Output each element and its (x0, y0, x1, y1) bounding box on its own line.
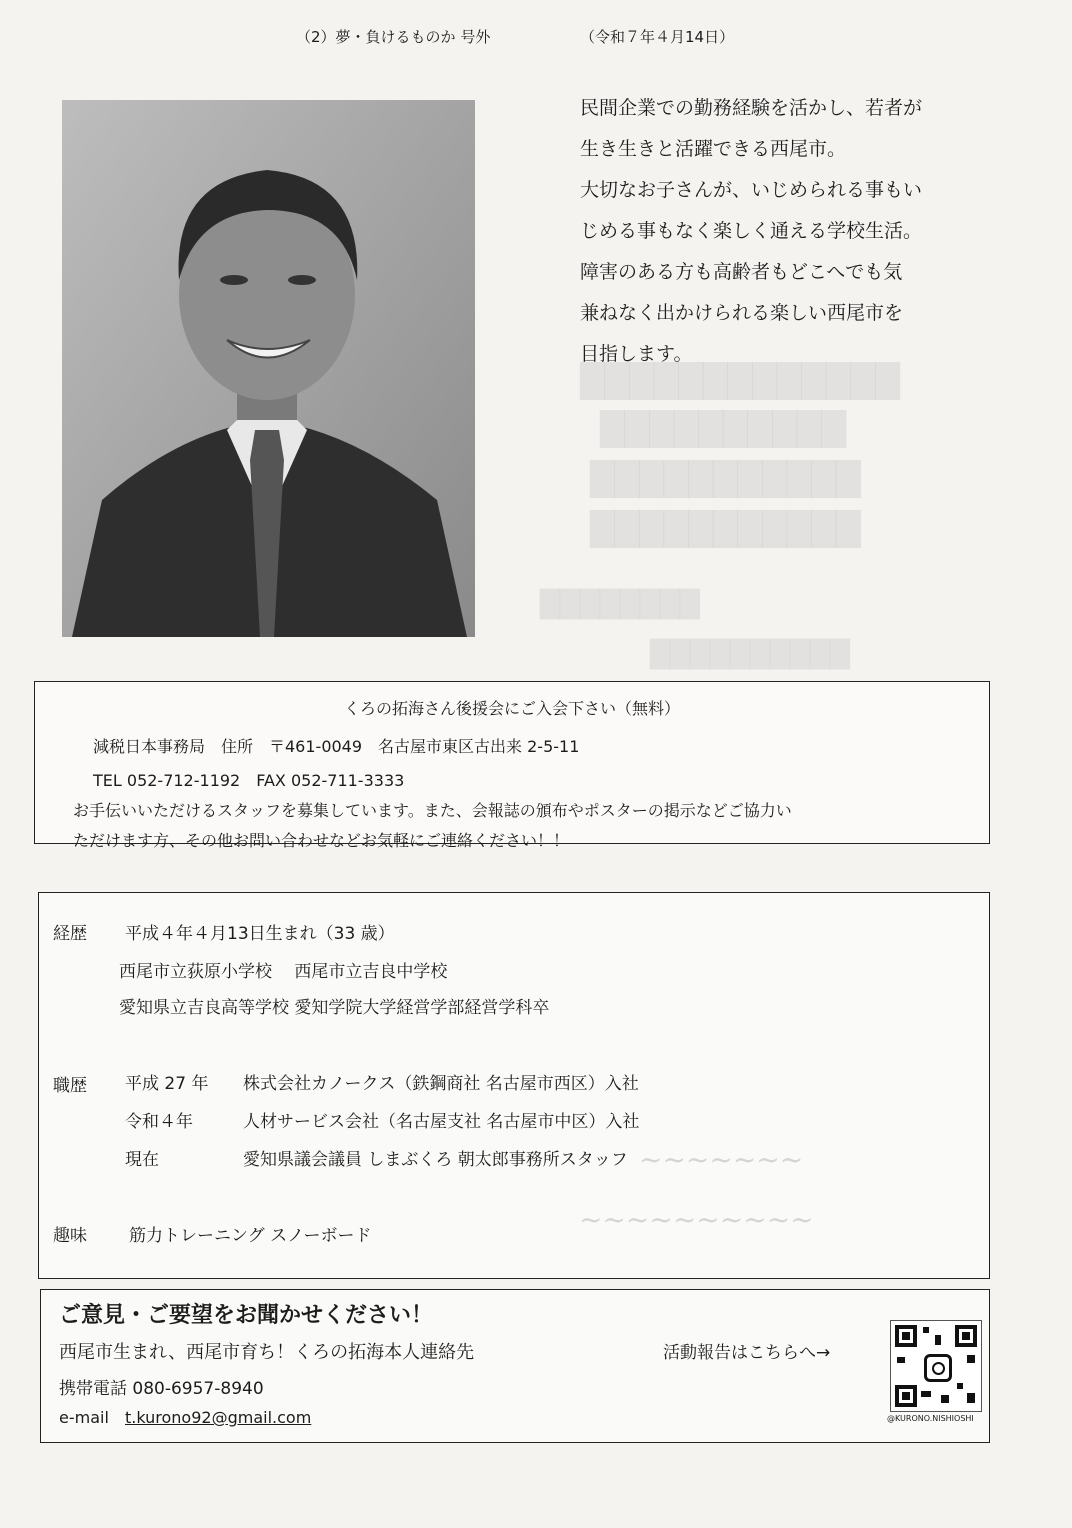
activity-report-link[interactable]: 活動報告はこちらへ→ (663, 1343, 831, 1363)
supporters-club-box (34, 681, 990, 850)
instagram-icon (924, 1354, 952, 1382)
staff-recruit-line1: お手伝いいただけるスタッフを募集しています。また、会報誌の頒布やポスターの掲示などご協力い (73, 801, 792, 820)
intro-line: 障害のある方も高齢者もどこへでも気 (580, 261, 903, 283)
show-through-handwriting: ~~~~~~~ (639, 1143, 804, 1176)
job-desc: 株式会社カノークス（鉄鋼商社 名古屋市西区）入社 (243, 1074, 639, 1094)
header (0, 26, 1072, 50)
school-elementary-junior: 西尾市立荻原小学校 西尾市立吉良中学校 (119, 962, 448, 982)
show-through-text: ████████ (540, 590, 700, 620)
job-desc: 人材サービス会社（名古屋支社 名古屋市中区）入社 (243, 1112, 640, 1132)
instagram-handle: @KURONO.NISHIOSHI (887, 1414, 974, 1423)
show-through-handwriting: ~~~~~~~~~~ (579, 1203, 814, 1236)
career-label: 経歴 (53, 924, 87, 944)
job-year: 令和４年 (125, 1112, 193, 1132)
mobile-phone[interactable]: 携帯電話 080-6957-8940 (59, 1379, 264, 1399)
job-desc: 愛知県議会議員 しまぶくろ 朝太郎事務所スタッフ (243, 1150, 628, 1170)
intro-line: 目指します。 (580, 343, 693, 365)
staff-recruit-line2: ただけます方、その他お問い合わせなどお気軽にご連絡ください！！ (73, 831, 570, 850)
intro-line: 民間企業での勤務経験を活かし、若者が (580, 97, 923, 119)
show-through-text: █████████████ (580, 362, 900, 400)
work-history-label: 職歴 (53, 1076, 87, 1096)
email-label: e-mail (59, 1408, 109, 1427)
hobby-value: 筋力トレーニング スノーボード (129, 1226, 372, 1246)
show-through-text: ███████████ (590, 510, 861, 548)
intro-line: 大切なお子さんが、いじめられる事もい (580, 179, 923, 201)
show-through-text: ███████████ (590, 460, 861, 498)
contact-intro: 西尾市生まれ、西尾市育ち！くろの拓海本人連絡先 (59, 1342, 475, 1363)
show-through-text: ██████████ (600, 410, 847, 448)
intro-statement (580, 88, 1000, 375)
profile-box (38, 892, 990, 1279)
instagram-qr-code[interactable] (890, 1320, 982, 1412)
contact-box (40, 1289, 990, 1443)
office-tel-fax: TEL 052-712-1192 FAX 052-711-3333 (93, 771, 405, 790)
hobby-label: 趣味 (53, 1226, 87, 1246)
candidate-photo (62, 100, 475, 637)
birth-date: 平成４年４月13日生まれ（33 歳） (125, 924, 395, 944)
portrait-illustration (62, 100, 475, 637)
job-year: 平成 27 年 (125, 1074, 209, 1094)
intro-line: 兼ねなく出かけられる楽しい西尾市を (580, 302, 904, 324)
intro-line: じめる事もなく楽しく通える学校生活。 (580, 220, 923, 242)
job-year: 現在 (125, 1150, 159, 1170)
issue-date: （令和７年４月14日） (580, 28, 735, 46)
contact-heading: ご意見・ご要望をお聞かせください！ (59, 1303, 434, 1328)
school-high-university: 愛知県立吉良高等学校 愛知学院大学経営学部経営学科卒 (119, 998, 550, 1018)
email-link[interactable]: t.kurono92@gmail.com (125, 1408, 312, 1427)
office-address: 減税日本事務局 住所 〒461-0049 名古屋市東区古出来 2-5-11 (93, 737, 580, 756)
show-through-text: ██████████ (650, 640, 850, 670)
supporters-club-title: くろの拓海さん後援会にご入会下さい（無料） (343, 699, 680, 718)
intro-line: 生き生きと活躍できる西尾市。 (580, 138, 847, 160)
issue-title: （2）夢・負けるものか 号外 (296, 28, 491, 46)
